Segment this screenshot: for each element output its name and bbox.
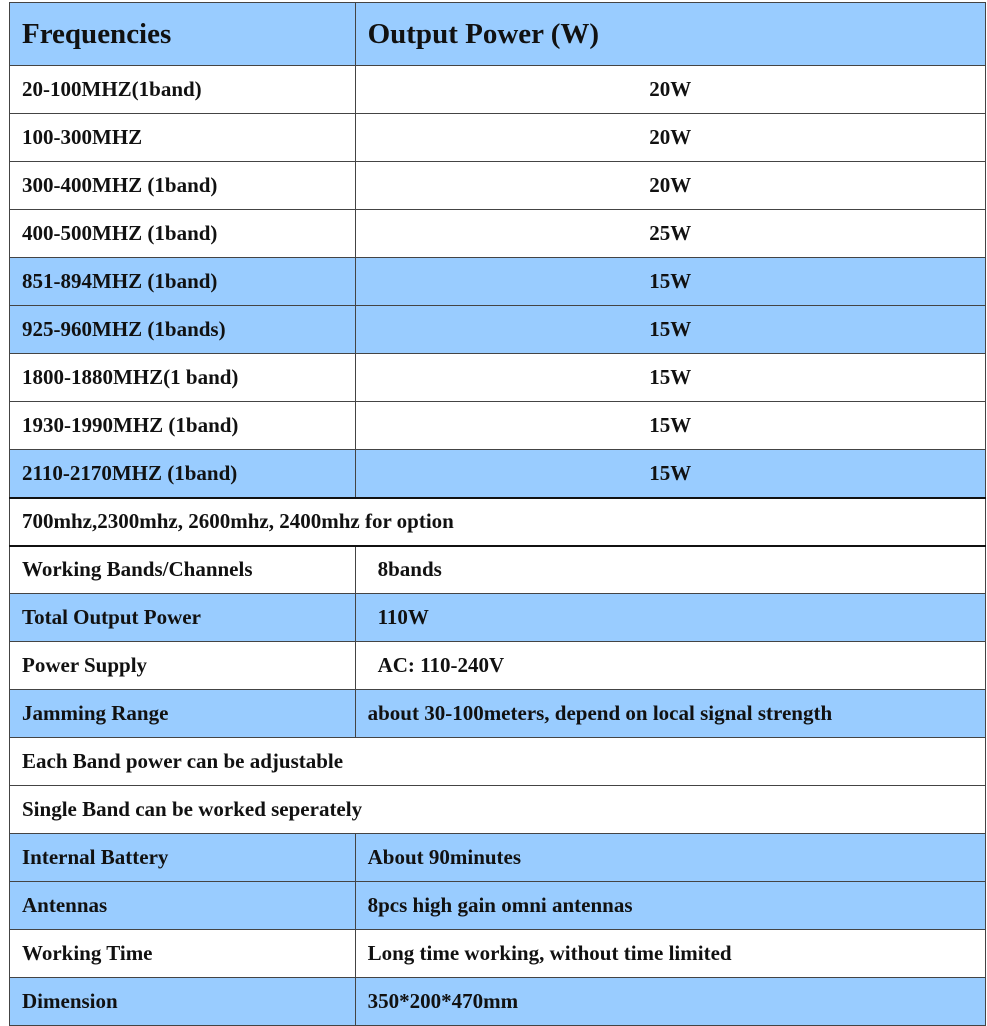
header-output-power: Output Power (W)	[355, 3, 985, 66]
table-row	[10, 258, 986, 306]
band-power: 20W	[355, 114, 985, 162]
table-row	[10, 882, 986, 930]
table-row	[10, 306, 986, 354]
option-note-row	[10, 498, 986, 546]
spec-label: Power Supply	[10, 642, 356, 690]
table-row	[10, 546, 986, 594]
spec-value: 8bands	[355, 546, 985, 594]
band-frequency: 2110-2170MHZ (1band)	[10, 450, 356, 498]
band-power: 15W	[355, 450, 985, 498]
band-power: 15W	[355, 402, 985, 450]
table-row	[10, 786, 986, 834]
band-frequency: 400-500MHZ (1band)	[10, 210, 356, 258]
band-power: 20W	[355, 66, 985, 114]
band-frequency: 925-960MHZ (1bands)	[10, 306, 356, 354]
table-row	[10, 210, 986, 258]
band-frequency: 100-300MHZ	[10, 114, 356, 162]
table-row	[10, 834, 986, 882]
spec-value: 8pcs high gain omni antennas	[355, 882, 985, 930]
option-note: 700mhz,2300mhz, 2600mhz, 2400mhz for option	[10, 498, 986, 546]
note-text: Each Band power can be adjustable	[10, 738, 986, 786]
spec-label: Working Time	[10, 930, 356, 978]
band-power: 15W	[355, 306, 985, 354]
table-row	[10, 738, 986, 786]
band-frequency: 1930-1990MHZ (1band)	[10, 402, 356, 450]
spec-label: Jamming Range	[10, 690, 356, 738]
spec-table	[9, 2, 986, 1026]
table-row	[10, 450, 986, 498]
band-frequency: 20-100MHZ(1band)	[10, 66, 356, 114]
spec-value: about 30-100meters, depend on local signal strength	[355, 690, 985, 738]
spec-label: Internal Battery	[10, 834, 356, 882]
table-row	[10, 66, 986, 114]
spec-label: Total Output Power	[10, 594, 356, 642]
spec-value: 110W	[355, 594, 985, 642]
band-power: 15W	[355, 258, 985, 306]
spec-label: Dimension	[10, 978, 356, 1026]
spec-value: Long time working, without time limited	[355, 930, 985, 978]
table-row	[10, 690, 986, 738]
band-frequency: 851-894MHZ (1band)	[10, 258, 356, 306]
table-row	[10, 114, 986, 162]
spec-value: 350*200*470mm	[355, 978, 985, 1026]
table-row	[10, 354, 986, 402]
band-frequency: 300-400MHZ (1band)	[10, 162, 356, 210]
spec-value: AC: 110-240V	[355, 642, 985, 690]
table-row	[10, 978, 986, 1026]
header-frequencies: Frequencies	[10, 3, 356, 66]
table-row	[10, 402, 986, 450]
band-power: 20W	[355, 162, 985, 210]
band-frequency: 1800-1880MHZ(1 band)	[10, 354, 356, 402]
table-row	[10, 930, 986, 978]
table-row	[10, 642, 986, 690]
note-text: Single Band can be worked seperately	[10, 786, 986, 834]
band-power: 25W	[355, 210, 985, 258]
spec-label: Working Bands/Channels	[10, 546, 356, 594]
band-power: 15W	[355, 354, 985, 402]
table-row	[10, 162, 986, 210]
spec-value: About 90minutes	[355, 834, 985, 882]
table-row	[10, 594, 986, 642]
table-header-row	[10, 3, 986, 66]
spec-label: Antennas	[10, 882, 356, 930]
